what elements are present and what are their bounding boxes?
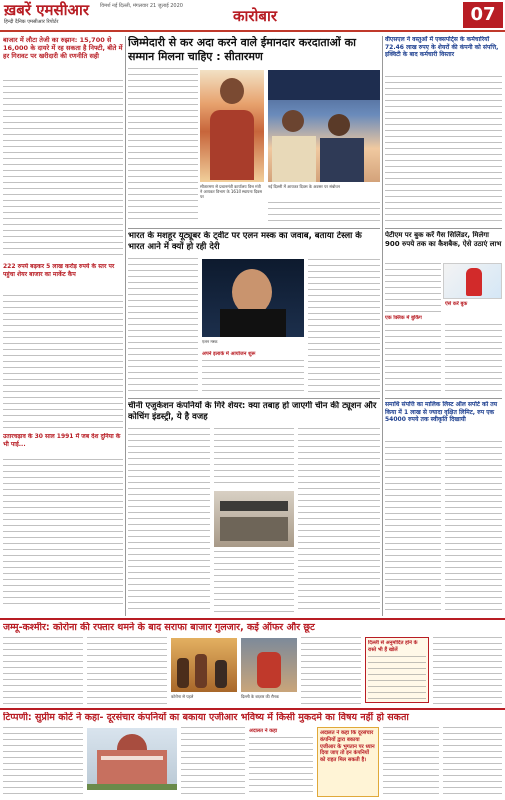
right-mid-article [385,231,502,396]
elon-musk-photo [202,259,304,337]
center-mid-body-2 [202,360,304,394]
right-lower-body-2 [445,441,502,613]
banner-2-subhead: अदालत ने कहा [249,728,278,734]
banner-1-body-4 [433,637,502,705]
right-lower-headline: समाधि संपत्ति का मालिक लिस्ट ऑल सपोर्ट को तय किया में 1 लाख से ज्यादा वृक्षित लिमिट, रुप एक 54000 रुपये तक स्वीकृति दिखायी [385,401,498,423]
center-lower-body-3 [214,551,294,613]
left-article-body-2 [3,295,123,430]
center-lower-body-1 [128,428,210,613]
banner-1-body-3 [301,637,361,705]
banner-1-body-1 [3,637,83,705]
banner-1-caption-2: दिल्ली के बाज़ार की रौनक [241,694,279,699]
banner-2-article [3,712,502,798]
photo-caption-1: सीतारमण से प्रधानमंत्री कार्यालय वित्त मंत्री ने आयकर विभाग के 161वें स्थापना दिवस पर [200,184,262,199]
finance-minister-photo [200,70,264,182]
banner-1-caption-1: कोरोना से पहले [171,694,194,699]
column-rule [382,36,383,616]
column-rule [125,36,126,616]
banner-2-body-2 [181,727,245,797]
gas-cylinder-photo [443,263,502,299]
market-photo-2 [241,638,297,692]
left-article [3,36,123,616]
right-mid-subhead-1: एक क्लिक में बुकिंग [385,315,422,321]
section-divider [0,708,505,710]
market-photo-1 [171,638,237,692]
center-lower-article [128,401,380,616]
page-header [0,0,505,32]
supreme-court-photo [87,728,177,790]
event-photo [268,70,380,182]
banner-1-sidebox [365,637,429,703]
center-lower-headline: चीनी एजुकेशन कंपनियों के गिरे शेयर: क्या तबाह हो जाएगी चीन की ट्यूशन और कोचिंग इंडस्ट्री, ये है वजह [128,401,377,422]
right-top-article [385,36,502,226]
right-mid-headline: पेटीएम पर बुक करें गैस सिलिंडर, मिलेगा 900 रुपये तक का कैशबैक, ऐसे उठाएं लाभ [385,231,502,248]
right-top-body [385,76,502,226]
photo-caption-2: नई दिल्ली में आयकर दिवस के अवसर पर संबोधन [268,184,340,189]
right-lower-article [385,401,502,616]
left-article-headline: बाजार में लौटा तेजी का रुझान: 15,700 से 16,000 के दायरे में रह सकता है निफ्टी, बीते में हर गिरावट पर खरीदारी की रणनीति सही [3,36,123,60]
banner-2-headline: टिप्पणी: सुप्रीम कोर्ट ने कहा- दूरसंचार कंपनियों का बकाया एजीआर भविष्य में किसी मुकदमे का विषय नहीं हो सकता [3,712,409,723]
left-article-body-1 [3,80,123,260]
left-article-subhead-2: उतारचढ़ाव के 30 साल 1991 में जब देश दुनिया के भी पाई... [3,433,121,448]
dateline: विमर्श नई दिल्ली, मंगलवार 21 जुलाई 2020 [100,3,183,9]
center-mid-subhead: अपने इलाके में आयोजन शुरू [202,351,256,357]
left-article-subhead-1: 222 रुपये बढ़कर 5 लाख करोड़ रुपये के स्तर पर पहुंचा शेयर बाजार का मार्केट कैप [3,263,115,278]
pull-quote-text: अदालत ने कहा कि दूरसंचार कंपनियों द्वारा बकाया एजीआर के भुगतान पर ध्यान दिया जाए तो इन कंपनियों को राहत मिल सकती है। [320,730,375,764]
right-lower-body-1 [385,441,441,613]
row-rule [128,228,380,229]
right-top-headline: वीएसएल ने वस्तुओं में एक्सपोर्ट्स के कर्मचारियों 72.46 लाख रुपए के शेयरों की कंपनी को संपत्ति, इक्विटी के बाद कर्मचारी विस्तार [385,36,499,58]
pull-quote-box [317,727,379,797]
center-top-body-2 [268,202,380,224]
masthead [4,2,96,28]
banner-2-body-5 [443,727,502,797]
stock-exchange-photo [214,491,294,547]
right-mid-body-1 [385,263,441,313]
row-rule [385,398,502,399]
row-rule [128,398,380,399]
section-title: कारोबार [232,7,277,25]
row-rule [385,228,502,229]
center-lower-body-2 [214,428,294,488]
center-mid-article [128,231,380,396]
right-mid-body-2 [385,324,441,394]
center-mid-body-3 [308,259,380,394]
right-mid-body-3 [445,324,502,394]
banner-2-body-3 [249,737,313,797]
banner-1-headline: जम्मू-कश्मीर: कोरोना की रफ्तार थमने के बाद सराफा बाजार गुलजार, कई ऑफर और छूट [3,622,315,633]
center-top-headline: जिम्मेदारी से कर अदा करने वाले ईमानदार करदाताओं का सम्मान मिलना चाहिए : सीतारमण [128,36,356,63]
banner-1-box-body [368,656,426,702]
page-number: 07 [463,2,503,28]
center-mid-headline: भारत के मशहूर यूट्यूबर के ट्वीट पर एलन मस्क का जवाब, बताया टेस्ला के भारत आने में क्यों हो रही देरी [128,231,362,252]
center-top-body-1 [128,68,198,223]
section-divider [0,618,505,620]
photo-caption-musk: एलन मस्क [202,339,218,344]
banner-1-body-2 [87,637,167,705]
center-lower-body-4 [298,428,380,613]
banner-2-body-1 [3,727,83,797]
masthead-subtitle: हिन्दी दैनिक एमसीआर रिपोर्टर [4,19,59,25]
masthead-title: ख़बरें एमसीआर [4,1,89,19]
banner-2-body-4 [383,727,439,797]
banner-1-article [3,622,502,706]
center-mid-body-1 [128,258,198,394]
left-article-body-3 [3,459,123,609]
right-mid-subhead-2: ऐसे करें बुक [445,301,468,307]
center-top-article [128,36,380,226]
banner-1-box-title: दिल्ली से अनुमोदित होने के रास्ते भी हैं खोलें [368,640,418,653]
